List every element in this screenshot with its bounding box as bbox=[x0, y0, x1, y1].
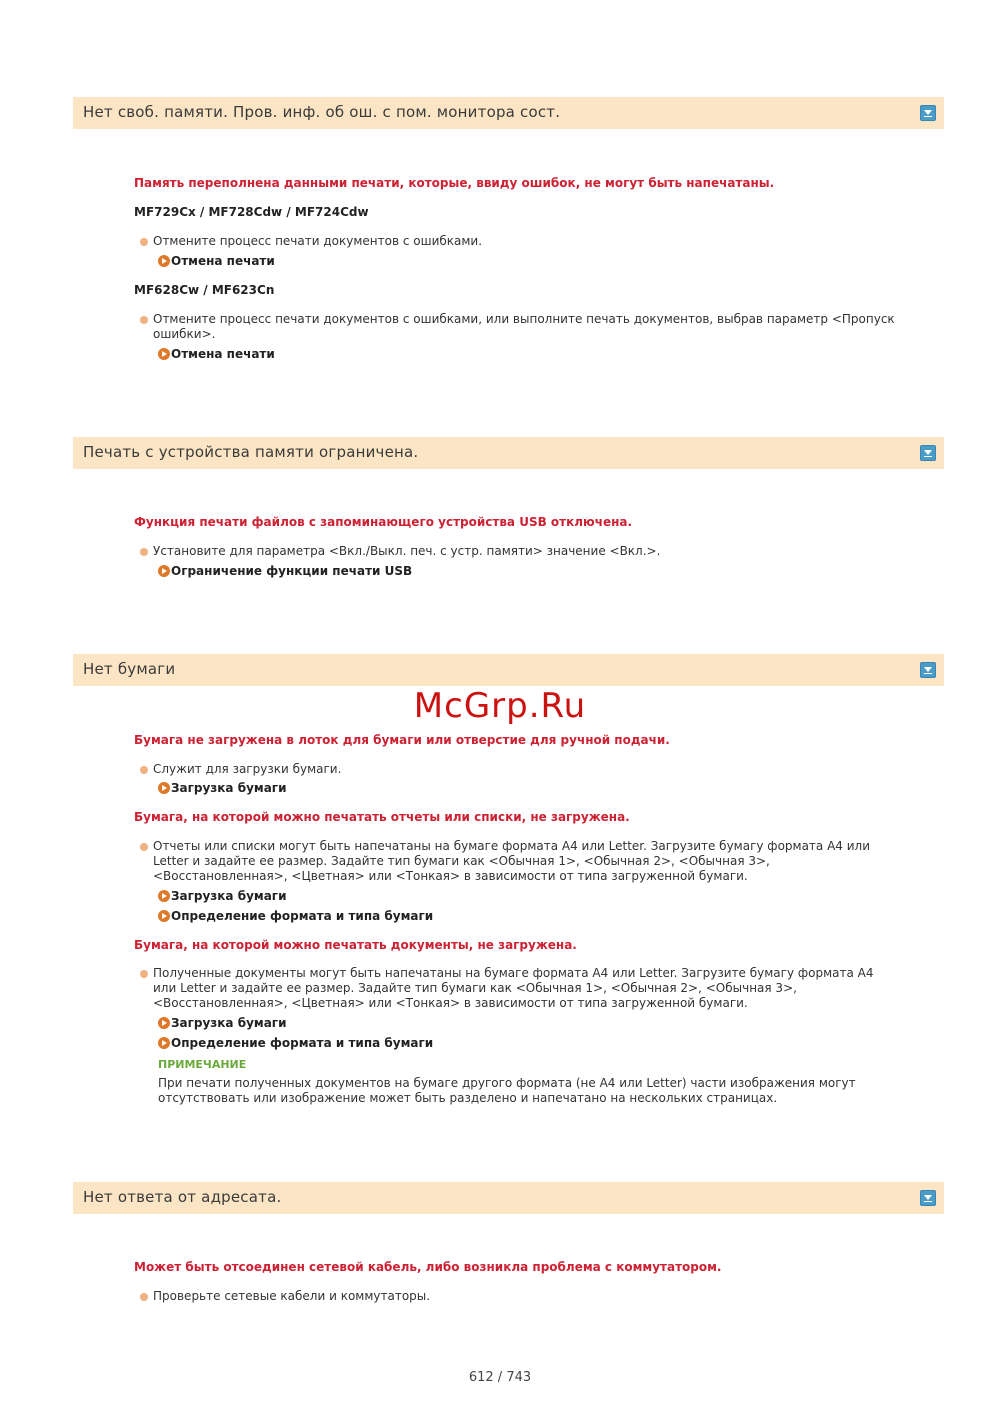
watermark: McGrp.Ru bbox=[413, 686, 587, 726]
bullet-icon bbox=[140, 843, 148, 851]
list-item: Отмените процесс печати документов с ошибками. bbox=[140, 234, 900, 249]
page-number: 612 / 743 bbox=[468, 1370, 532, 1385]
bullet-icon bbox=[140, 548, 148, 556]
cause-text: Память переполнена данными печати, которые, ввиду ошибок, не могут быть напечатаны. bbox=[134, 176, 775, 190]
arrow-right-icon bbox=[158, 910, 170, 922]
list-item: Отчеты или списки могут быть напечатаны на бумаге формата A4 или Letter. Загрузите бумагу формата A4 или Letter и задайте ее размер. Задайте тип бумаги как <Обычная 1>, <Обычная 2>, <Обычная 3>, <Восстановленная>, <Цветная> или <Тонкая> в зависимости от типа загруженной бумаги. bbox=[140, 839, 900, 884]
link-cancel-print[interactable]: Отмена печати bbox=[158, 347, 275, 361]
list-item: Служит для загрузки бумаги. bbox=[140, 762, 900, 777]
cause-text: Бумага, на которой можно печатать отчеты или списки, не загружена. bbox=[134, 810, 630, 824]
bullet-icon bbox=[140, 970, 148, 978]
link-load-paper[interactable]: Загрузка бумаги bbox=[158, 1016, 286, 1030]
section-title: Печать с устройства памяти ограничена. bbox=[83, 443, 419, 461]
arrow-right-icon bbox=[158, 348, 170, 360]
list-item: Установите для параметра <Вкл./Выкл. печ. с устр. памяти> значение <Вкл.>. bbox=[140, 544, 900, 559]
note-label: ПРИМЕЧАНИЕ bbox=[158, 1058, 247, 1071]
section-title: Нет ответа от адресата. bbox=[83, 1188, 282, 1206]
bullet-icon bbox=[140, 238, 148, 246]
arrow-right-icon bbox=[158, 1037, 170, 1049]
cause-text: Может быть отсоединен сетевой кабель, либо возникла проблема с коммутатором. bbox=[134, 1260, 722, 1274]
section-header-no-paper[interactable] bbox=[73, 654, 944, 686]
collapse-icon[interactable] bbox=[920, 1190, 936, 1206]
bullet-icon bbox=[140, 316, 148, 324]
link-paper-size-type[interactable]: Определение формата и типа бумаги bbox=[158, 909, 433, 923]
arrow-right-icon bbox=[158, 1017, 170, 1029]
bullet-icon bbox=[140, 766, 148, 774]
section-header-memory-print-restricted[interactable] bbox=[73, 437, 944, 469]
model-heading: MF628Cw / MF623Cn bbox=[134, 283, 275, 297]
bullet-icon bbox=[140, 1293, 148, 1301]
arrow-right-icon bbox=[158, 255, 170, 267]
arrow-right-icon bbox=[158, 890, 170, 902]
cause-text: Бумага не загружена в лоток для бумаги или отверстие для ручной подачи. bbox=[134, 733, 670, 747]
note-text: При печати полученных документов на бумаге другого формата (не A4 или Letter) части изображения могут отсутствовать или изображение может быть разделено и напечатано на нескольких страницах. bbox=[158, 1076, 856, 1105]
list-item: Отмените процесс печати документов с ошибками, или выполните печать документов, выбрав параметр <Пропуск ошибки>. bbox=[140, 312, 900, 342]
collapse-icon[interactable] bbox=[920, 105, 936, 121]
collapse-icon[interactable] bbox=[920, 445, 936, 461]
link-load-paper[interactable]: Загрузка бумаги bbox=[158, 781, 286, 795]
collapse-icon[interactable] bbox=[920, 662, 936, 678]
arrow-right-icon bbox=[158, 565, 170, 577]
arrow-right-icon bbox=[158, 782, 170, 794]
model-heading: MF729Cx / MF728Cdw / MF724Cdw bbox=[134, 205, 369, 219]
list-item: Проверьте сетевые кабели и коммутаторы. bbox=[140, 1289, 900, 1304]
link-cancel-print[interactable]: Отмена печати bbox=[158, 254, 275, 268]
section-title: Нет своб. памяти. Пров. инф. об ош. с пом. монитора сост. bbox=[83, 103, 561, 121]
link-load-paper[interactable]: Загрузка бумаги bbox=[158, 889, 286, 903]
section-header-no-memory[interactable] bbox=[73, 97, 944, 129]
cause-text: Функция печати файлов с запоминающего устройства USB отключена. bbox=[134, 515, 633, 529]
link-paper-size-type[interactable]: Определение формата и типа бумаги bbox=[158, 1036, 433, 1050]
cause-text: Бумага, на которой можно печатать документы, не загружена. bbox=[134, 938, 577, 952]
section-title: Нет бумаги bbox=[83, 660, 176, 678]
section-header-no-response[interactable] bbox=[73, 1182, 944, 1214]
link-usb-print-restriction[interactable]: Ограничение функции печати USB bbox=[158, 564, 412, 578]
list-item: Полученные документы могут быть напечатаны на бумаге формата A4 или Letter. Загрузите бумагу формата A4 или Letter и задайте ее размер. Задайте тип бумаги как <Обычная 1>, <Обычная 2>, <Обычная 3>, <Восстановленная>, <Цветная> или <Тонкая> в зависимости от типа загруженной бумаги. bbox=[140, 966, 900, 1011]
